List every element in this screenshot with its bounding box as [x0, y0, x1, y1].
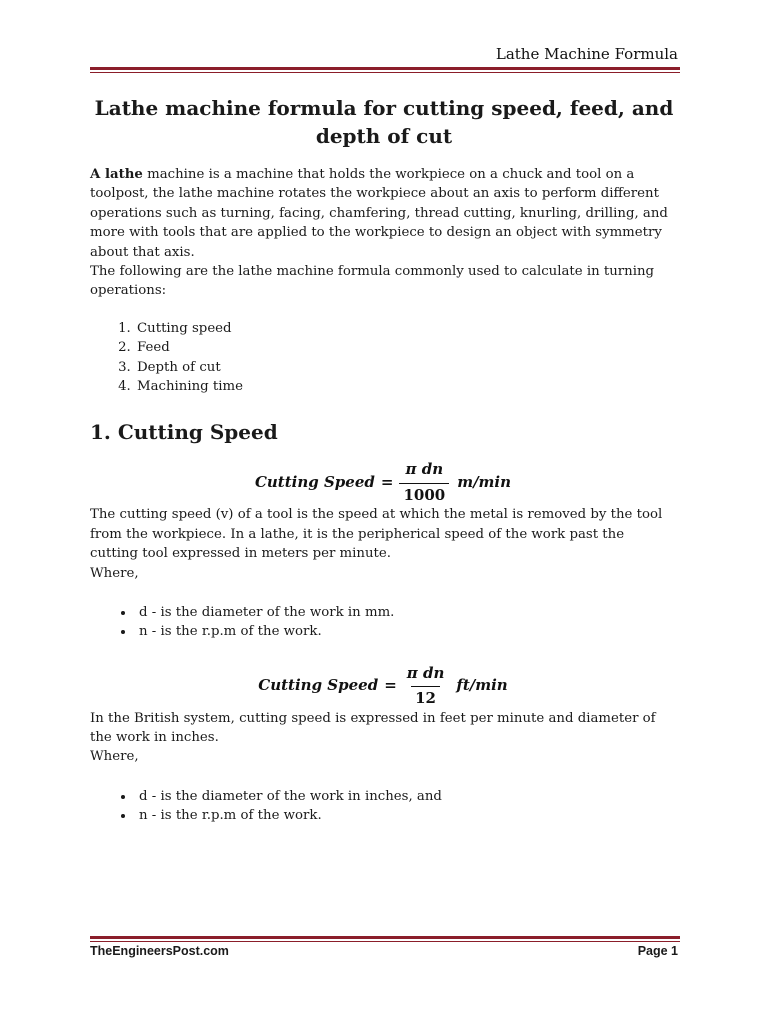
formula-equals: = [380, 473, 394, 492]
where-label: Where, [90, 749, 139, 765]
document-title: Lathe machine formula for cutting speed, feed, and depth of cut [94, 96, 674, 148]
formula-numerator: π dn [406, 663, 445, 682]
formula-list [90, 319, 676, 397]
list-item: • n - is the r.p.m of the work. [135, 806, 676, 825]
header-rule-thin [90, 72, 680, 73]
footer-page-number: Page 1 [637, 944, 678, 958]
list-item: 3. Depth of cut [135, 358, 676, 377]
formula-denominator: 12 [411, 686, 440, 708]
list-item: 4. Machining time [135, 377, 676, 396]
formula-numerator: π dn [405, 460, 444, 479]
formula-lhs: Cutting Speed [254, 473, 375, 492]
list-item: • d - is the diameter of the work in mm. [135, 603, 676, 622]
formula-unit: ft/min [456, 676, 508, 695]
formula-equals: = [384, 676, 397, 695]
formula-unit: m/min [457, 473, 512, 492]
formula-fraction [399, 460, 449, 505]
where-list [90, 787, 676, 826]
intro-bold-lead: A lathe [90, 167, 143, 182]
where-label: Where, [90, 565, 139, 581]
list-item: • n - is the r.p.m of the work. [135, 622, 676, 641]
list-item: • d - is the diameter of the work in inches, and [135, 787, 676, 806]
formula-fraction [403, 664, 449, 709]
running-header-title: Lathe Machine Formula [495, 45, 678, 63]
header-rule-thick [90, 67, 680, 70]
section-heading-cutting-speed: 1. Cutting Speed [90, 420, 278, 445]
list-item: 1. Cutting speed [135, 319, 676, 338]
where-list [90, 603, 676, 642]
footer-site: TheEngineersPost.com [90, 944, 229, 958]
formula-denominator: 1000 [399, 483, 449, 505]
british-description: In the British system, cutting speed is expressed in feet per minute and diameter of the work in inches. [90, 710, 656, 745]
list-item: 2. Feed [135, 338, 676, 357]
formula-british [90, 664, 676, 709]
footer-rule [90, 936, 680, 942]
cutting-speed-description: The cutting speed (v) of a tool is the speed at which the metal is removed by the tool from the workpiece. In a lathe, it is the peripherical speed of the work past the cutting tool expressed in meters per minute. [90, 507, 663, 562]
formula-metric [90, 460, 676, 505]
formula-lhs: Cutting Speed [258, 676, 379, 695]
header-rule [90, 67, 680, 73]
document-body [90, 165, 676, 826]
footer-rule-thick [90, 936, 680, 939]
footer-rule-thin [90, 941, 680, 942]
intro-text: machine is a machine that holds the workpiece on a chuck and tool on a toolpost, the lathe machine rotates the workpiece about an axis to perform different operations such as turning, facing, chamfering, thread cutting, knurling, drilling, and more with tools that are applied to the workpiece to design an object with symmetry about that axis. [90, 167, 668, 260]
intro-paragraph [90, 165, 676, 262]
formula-list-intro: The following are the lathe machine formula commonly used to calculate in turning operations: [90, 264, 655, 299]
